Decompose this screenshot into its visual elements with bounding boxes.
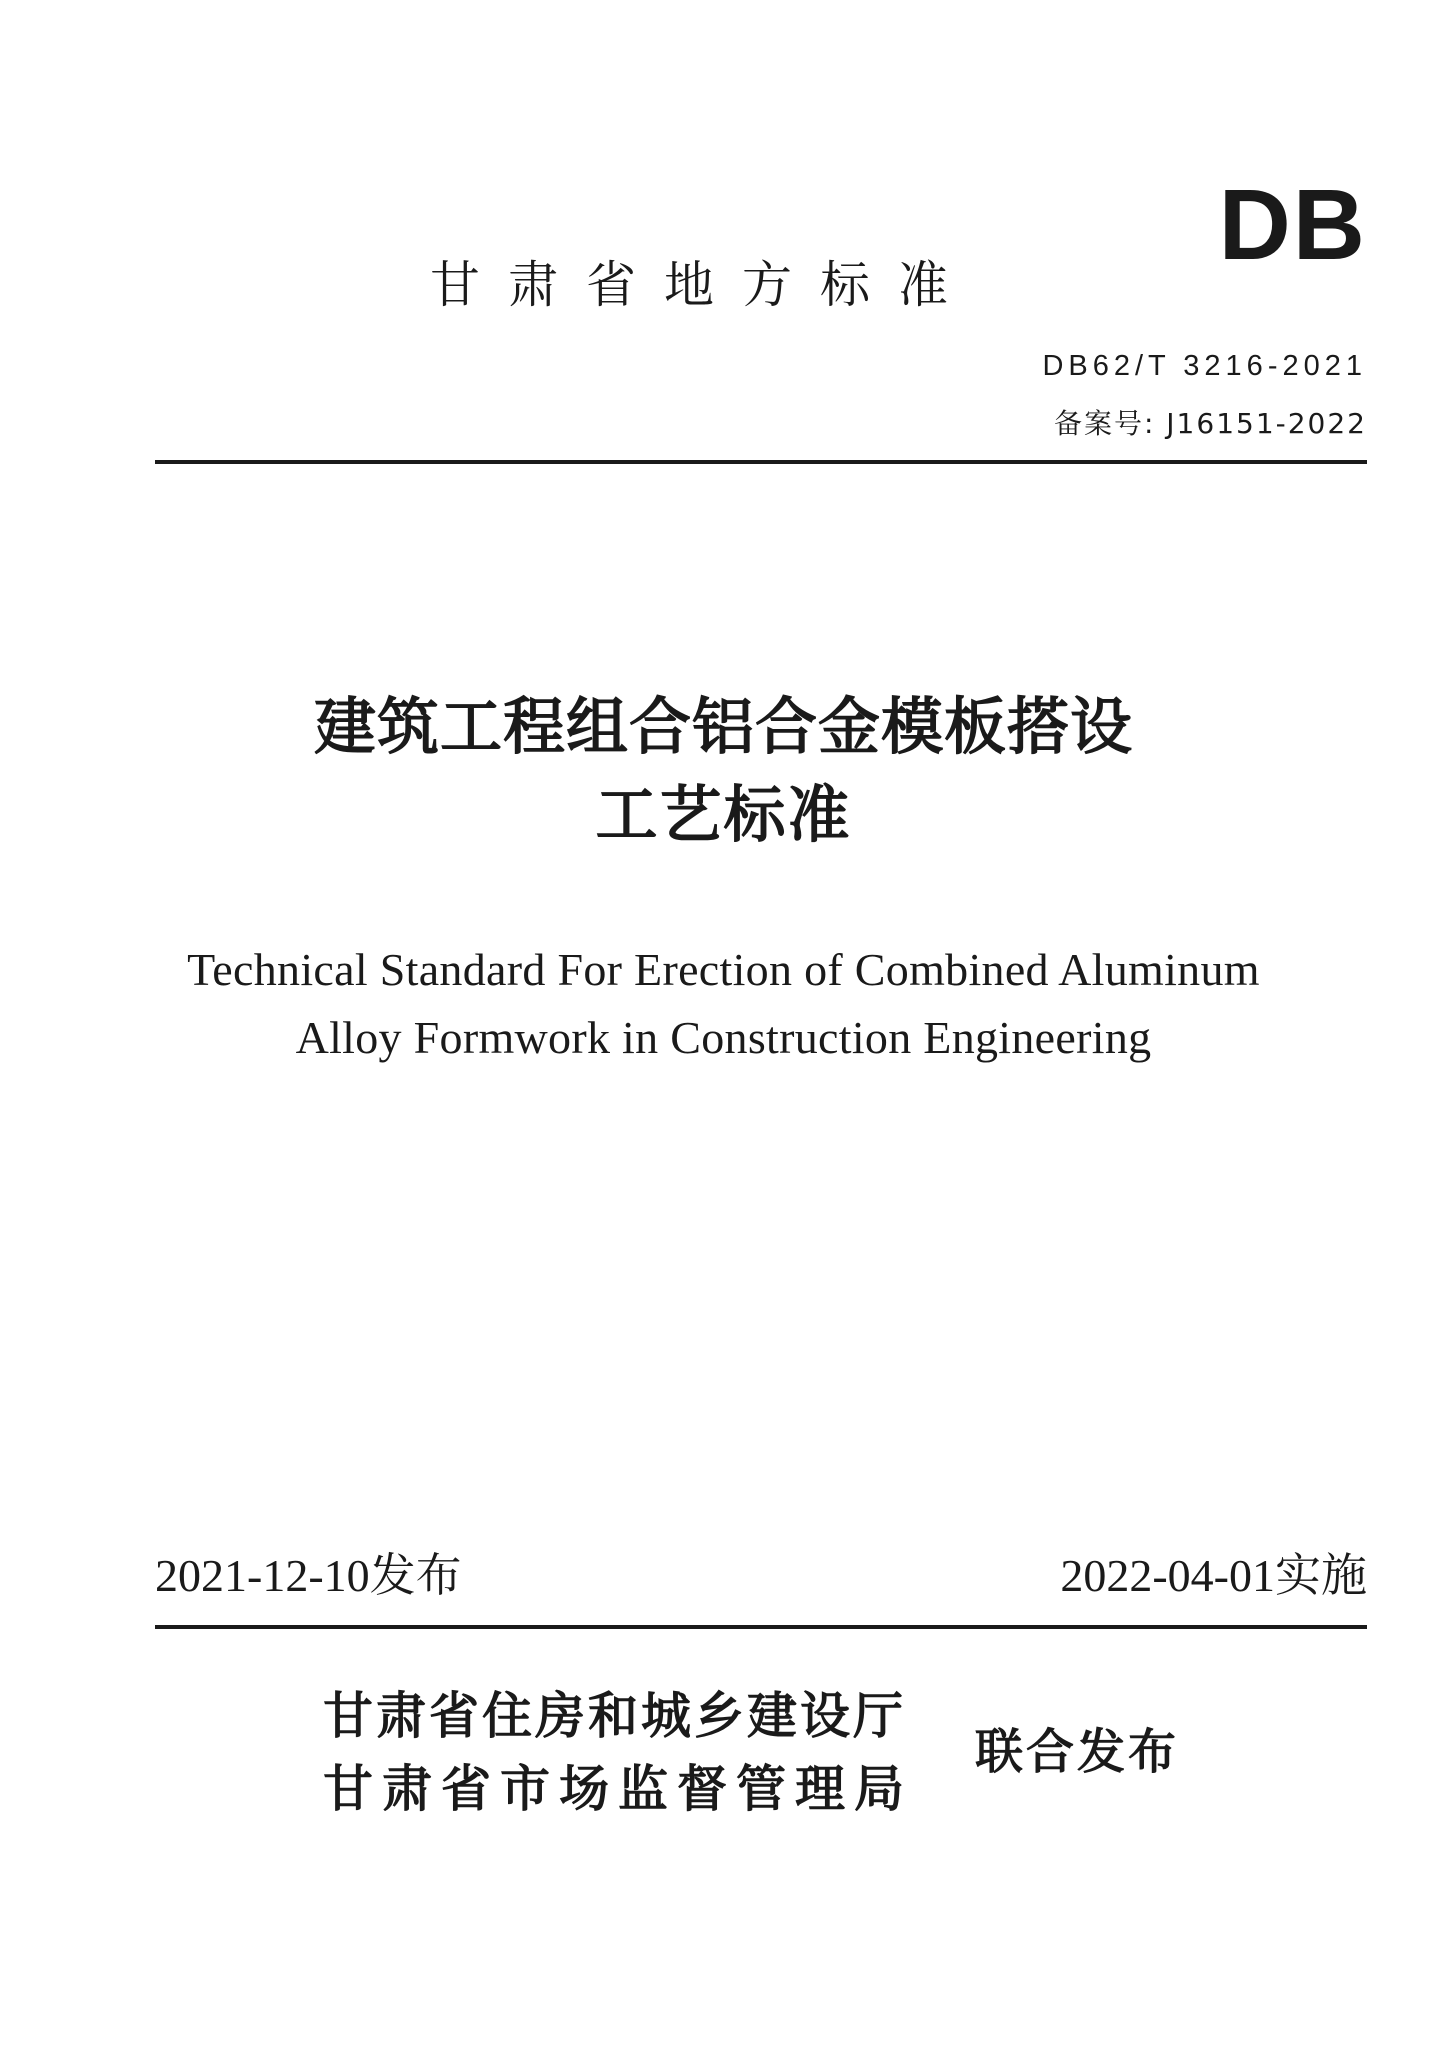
title-cn-line1: 建筑工程组合铝合金模板搭设	[313, 690, 1133, 763]
standard-number: DB62/T 3216-2021	[1042, 350, 1367, 382]
bottom-divider	[155, 1625, 1367, 1629]
local-standard-heading: 甘肃省地方标准	[430, 256, 976, 314]
title-en-line2: Alloy Formwork in Construction Engineering	[295, 1012, 1152, 1063]
implement-date: 2022-04-01实施	[1060, 1550, 1367, 1601]
issuer-line1: 甘肃省住房和城乡建设厅	[323, 1687, 906, 1745]
issue-date: 2021-12-10发布	[155, 1550, 462, 1601]
joint-release-label: 联合发布	[975, 1724, 1180, 1780]
top-divider	[155, 460, 1367, 464]
title-en-line1: Technical Standard For Erection of Combined Aluminum	[187, 944, 1260, 995]
db-mark: DB	[1218, 169, 1367, 281]
issuer-line2: 甘肃省市场监督管理局	[323, 1760, 913, 1818]
record-number: 备案号: J16151-2022	[1053, 407, 1367, 440]
title-cn-line2: 工艺标准	[595, 778, 852, 851]
